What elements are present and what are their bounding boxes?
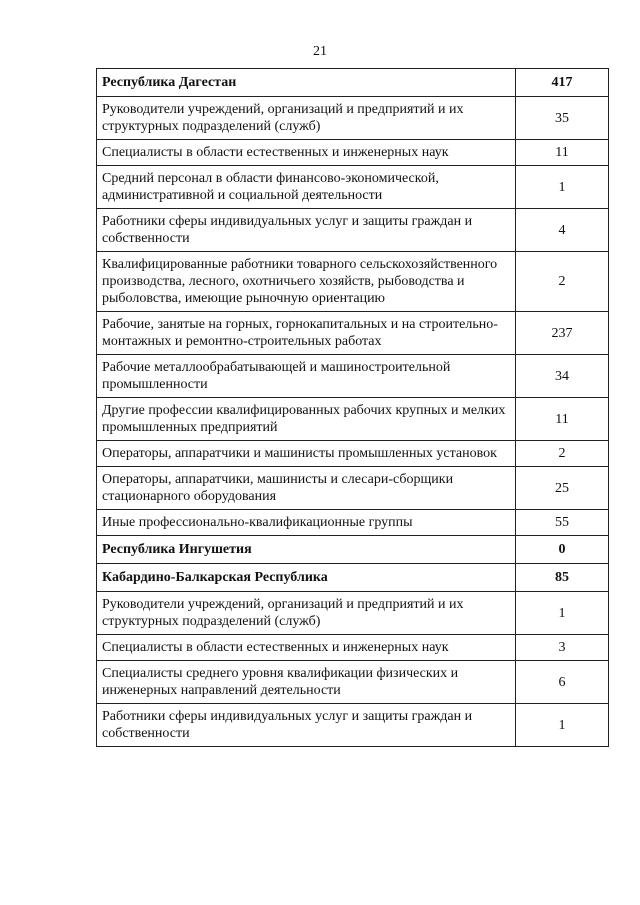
occupation-count: 1 <box>516 592 609 635</box>
region-total: 0 <box>516 536 609 564</box>
occupation-group-name: Руководители учреждений, организаций и предприятий и их структурных подразделений (служб) <box>97 97 516 140</box>
occupation-group-name: Руководители учреждений, организаций и предприятий и их структурных подразделений (служб) <box>97 592 516 635</box>
region-row <box>97 536 609 564</box>
region-row <box>97 69 609 97</box>
data-table <box>96 68 609 747</box>
occupation-group-name: Иные профессионально-квалификационные группы <box>97 510 516 536</box>
occupation-group-name: Рабочие, занятые на горных, горнокапитальных и на строительно-монтажных и ремонтно-строительных работах <box>97 312 516 355</box>
occupation-count: 4 <box>516 209 609 252</box>
occupation-group-name: Работники сферы индивидуальных услуг и защиты граждан и собственности <box>97 704 516 747</box>
occupation-group-name: Операторы, аппаратчики, машинисты и слесари-сборщики стационарного оборудования <box>97 467 516 510</box>
occupation-count: 34 <box>516 355 609 398</box>
table-row <box>97 355 609 398</box>
occupation-count: 237 <box>516 312 609 355</box>
table-row <box>97 252 609 312</box>
occupation-group-name: Другие профессии квалифицированных рабочих крупных и мелких промышленных предприятий <box>97 398 516 441</box>
occupation-group-name: Специалисты среднего уровня квалификации физических и инженерных направлений деятельности <box>97 661 516 704</box>
occupation-count: 55 <box>516 510 609 536</box>
region-name: Республика Дагестан <box>97 69 516 97</box>
table-row <box>97 592 609 635</box>
occupation-count: 3 <box>516 635 609 661</box>
occupation-group-name: Операторы, аппаратчики и машинисты промышленных установок <box>97 441 516 467</box>
occupation-count: 1 <box>516 166 609 209</box>
occupation-count: 35 <box>516 97 609 140</box>
occupation-count: 1 <box>516 704 609 747</box>
occupation-group-name: Квалифицированные работники товарного сельскохозяйственного производства, лесного, охотничьего хозяйств, рыбоводства и рыболовства, имеющие рыночную ориентацию <box>97 252 516 312</box>
table-row <box>97 661 609 704</box>
occupation-group-name: Работники сферы индивидуальных услуг и защиты граждан и собственности <box>97 209 516 252</box>
occupation-count: 2 <box>516 252 609 312</box>
table-row <box>97 467 609 510</box>
occupation-count: 11 <box>516 398 609 441</box>
table-row <box>97 704 609 747</box>
occupation-count: 11 <box>516 140 609 166</box>
occupation-count: 25 <box>516 467 609 510</box>
table-row <box>97 209 609 252</box>
occupation-group-name: Рабочие металлообрабатывающей и машиностроительной промышленности <box>97 355 516 398</box>
occupation-group-name: Специалисты в области естественных и инженерных наук <box>97 635 516 661</box>
table-row <box>97 97 609 140</box>
table-row <box>97 510 609 536</box>
table-row <box>97 635 609 661</box>
region-name: Кабардино-Балкарская Республика <box>97 564 516 592</box>
page-number: 21 <box>313 44 327 59</box>
occupation-count: 2 <box>516 441 609 467</box>
occupation-group-name: Средний персонал в области финансово-экономической, административной и социальной деятельности <box>97 166 516 209</box>
occupation-group-name: Специалисты в области естественных и инженерных наук <box>97 140 516 166</box>
table-row <box>97 398 609 441</box>
region-row <box>97 564 609 592</box>
table-row <box>97 312 609 355</box>
region-total: 417 <box>516 69 609 97</box>
region-name: Республика Ингушетия <box>97 536 516 564</box>
occupation-count: 6 <box>516 661 609 704</box>
table-row <box>97 441 609 467</box>
table-row <box>97 140 609 166</box>
table-row <box>97 166 609 209</box>
region-total: 85 <box>516 564 609 592</box>
table-body <box>97 69 609 747</box>
